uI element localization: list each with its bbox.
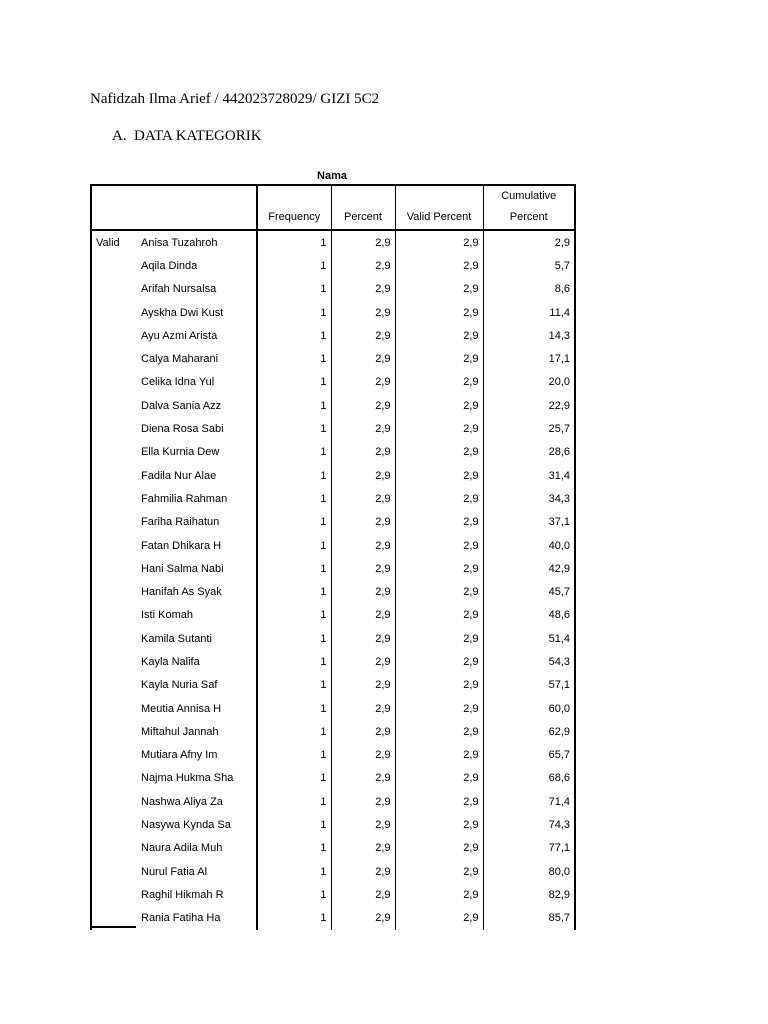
row-group-label xyxy=(91,720,137,743)
table-row xyxy=(91,697,575,720)
table-row xyxy=(91,487,575,510)
table-row xyxy=(91,650,575,673)
table-title: Nama xyxy=(317,170,347,182)
row-name: Naura Adila Muh xyxy=(141,842,223,855)
header-cumulative-percent xyxy=(483,185,575,230)
row-frequency: 1 xyxy=(257,720,331,743)
row-percent: 2,9 xyxy=(331,767,395,790)
row-valid-percent: 2,9 xyxy=(395,627,483,650)
row-group-label xyxy=(91,697,137,720)
row-cumulative-percent: 48,6 xyxy=(483,604,575,627)
row-group-label xyxy=(91,650,137,673)
row-frequency: 1 xyxy=(257,650,331,673)
table-row xyxy=(91,860,575,883)
table-row xyxy=(91,813,575,836)
row-valid-percent: 2,9 xyxy=(395,674,483,697)
row-name: Najma Hukma Sha xyxy=(141,772,234,785)
row-frequency: 1 xyxy=(257,883,331,906)
row-frequency: 1 xyxy=(257,254,331,277)
row-cumulative-percent: 5,7 xyxy=(483,254,575,277)
row-name: Mutiara Afny Im xyxy=(141,749,218,762)
row-percent: 2,9 xyxy=(331,907,395,930)
table-row xyxy=(91,534,575,557)
row-percent: 2,9 xyxy=(331,790,395,813)
row-cumulative-percent: 68,6 xyxy=(483,767,575,790)
header-blank-label xyxy=(91,185,137,230)
table-row xyxy=(91,627,575,650)
row-group-label xyxy=(91,254,137,277)
table-row xyxy=(91,254,575,277)
row-percent: 2,9 xyxy=(331,580,395,603)
header-blank-name xyxy=(137,185,257,230)
row-group-label xyxy=(91,604,137,627)
row-cumulative-percent: 20,0 xyxy=(483,371,575,394)
row-group-label xyxy=(91,557,137,580)
table-row xyxy=(91,464,575,487)
section-title: DATA KATEGORIK xyxy=(134,128,262,144)
row-name: Aqila Dinda xyxy=(141,259,198,272)
table-row xyxy=(91,324,575,347)
row-cumulative-percent: 8,6 xyxy=(483,278,575,301)
row-frequency: 1 xyxy=(257,557,331,580)
row-percent: 2,9 xyxy=(331,883,395,906)
row-frequency: 1 xyxy=(257,464,331,487)
row-cumulative-percent: 85,7 xyxy=(483,907,575,930)
row-name: Isti Komah xyxy=(141,609,193,622)
row-frequency: 1 xyxy=(257,511,331,534)
row-percent: 2,9 xyxy=(331,627,395,650)
table-row xyxy=(91,371,575,394)
table-row xyxy=(91,557,575,580)
row-percent: 2,9 xyxy=(331,813,395,836)
row-frequency: 1 xyxy=(257,278,331,301)
row-group-label xyxy=(91,767,137,790)
row-percent: 2,9 xyxy=(331,464,395,487)
row-name: Ayskha Dwi Kust xyxy=(141,306,224,319)
row-cumulative-percent: 57,1 xyxy=(483,674,575,697)
row-name: Fahmilia Rahman xyxy=(141,492,228,505)
table-row xyxy=(91,417,575,440)
row-name: Anisa Tuzahroh xyxy=(141,236,218,249)
row-valid-percent: 2,9 xyxy=(395,557,483,580)
row-frequency: 1 xyxy=(257,837,331,860)
row-group-label xyxy=(91,860,137,883)
row-valid-percent: 2,9 xyxy=(395,697,483,720)
row-group-label xyxy=(91,883,137,906)
row-percent: 2,9 xyxy=(331,487,395,510)
row-group-label xyxy=(91,324,137,347)
row-percent: 2,9 xyxy=(331,254,395,277)
row-valid-percent: 2,9 xyxy=(395,744,483,767)
table-header-row xyxy=(91,185,575,230)
row-cumulative-percent: 2,9 xyxy=(483,230,575,254)
row-valid-percent: 2,9 xyxy=(395,790,483,813)
row-group-label xyxy=(91,278,137,301)
row-percent: 2,9 xyxy=(331,230,395,254)
row-name: Rania Fatiha Ha xyxy=(141,912,221,925)
table-row xyxy=(91,580,575,603)
row-name: Raghil Hikmah R xyxy=(141,888,224,901)
row-cumulative-percent: 25,7 xyxy=(483,417,575,440)
row-percent: 2,9 xyxy=(331,301,395,324)
section-marker: A. xyxy=(112,128,127,144)
row-percent: 2,9 xyxy=(331,557,395,580)
row-cumulative-percent: 80,0 xyxy=(483,860,575,883)
table-row xyxy=(91,441,575,464)
row-cumulative-percent: 51,4 xyxy=(483,627,575,650)
row-group-label xyxy=(91,813,137,836)
row-group-label xyxy=(91,534,137,557)
row-frequency: 1 xyxy=(257,534,331,557)
row-name: Kayla Nuria Saf xyxy=(141,679,218,692)
table-row xyxy=(91,790,575,813)
row-percent: 2,9 xyxy=(331,441,395,464)
row-name: Ella Kurnia Dew xyxy=(141,446,220,459)
row-name: Celika Idna Yul xyxy=(141,376,215,389)
table-row xyxy=(91,511,575,534)
row-name: Nashwa Aliya Za xyxy=(141,795,223,808)
row-name: Nurul Fatia Al xyxy=(141,865,208,878)
row-cumulative-percent: 82,9 xyxy=(483,883,575,906)
row-valid-percent: 2,9 xyxy=(395,417,483,440)
table-row xyxy=(91,347,575,370)
row-frequency: 1 xyxy=(257,813,331,836)
row-cumulative-percent: 60,0 xyxy=(483,697,575,720)
row-cumulative-percent: 31,4 xyxy=(483,464,575,487)
row-valid-percent: 2,9 xyxy=(395,278,483,301)
row-valid-percent: 2,9 xyxy=(395,464,483,487)
row-valid-percent: 2,9 xyxy=(395,487,483,510)
row-valid-percent: 2,9 xyxy=(395,883,483,906)
row-group-label xyxy=(91,744,137,767)
document-header-line: Nafidzah Ilma Arief / 442023728029/ GIZI 5C2 xyxy=(90,91,380,107)
row-percent: 2,9 xyxy=(331,744,395,767)
row-frequency: 1 xyxy=(257,860,331,883)
row-valid-percent: 2,9 xyxy=(395,580,483,603)
row-name: Fariha Raihatun xyxy=(141,516,220,529)
row-percent: 2,9 xyxy=(331,278,395,301)
table-body xyxy=(91,230,575,930)
header-frequency: Frequency xyxy=(257,185,331,230)
row-frequency: 1 xyxy=(257,674,331,697)
row-valid-percent: 2,9 xyxy=(395,347,483,370)
row-valid-percent: 2,9 xyxy=(395,813,483,836)
row-valid-percent: 2,9 xyxy=(395,301,483,324)
row-cumulative-percent: 71,4 xyxy=(483,790,575,813)
header-valid-percent: Valid Percent xyxy=(395,185,483,230)
table-row xyxy=(91,604,575,627)
row-frequency: 1 xyxy=(257,697,331,720)
row-percent: 2,9 xyxy=(331,394,395,417)
table-left-bottom-border xyxy=(90,926,136,928)
row-name: Kamila Sutanti xyxy=(141,632,212,645)
header-percent: Percent xyxy=(331,185,395,230)
row-cumulative-percent: 65,7 xyxy=(483,744,575,767)
row-valid-percent: 2,9 xyxy=(395,650,483,673)
row-cumulative-percent: 34,3 xyxy=(483,487,575,510)
row-name: Kayla Nalifa xyxy=(141,655,200,668)
row-cumulative-percent: 22,9 xyxy=(483,394,575,417)
row-valid-percent: 2,9 xyxy=(395,534,483,557)
row-percent: 2,9 xyxy=(331,604,395,627)
row-frequency: 1 xyxy=(257,347,331,370)
row-group-label xyxy=(91,417,137,440)
row-percent: 2,9 xyxy=(331,511,395,534)
row-frequency: 1 xyxy=(257,324,331,347)
row-valid-percent: 2,9 xyxy=(395,254,483,277)
row-group-label xyxy=(91,674,137,697)
table-row xyxy=(91,301,575,324)
row-percent: 2,9 xyxy=(331,674,395,697)
row-name: Diena Rosa Sabi xyxy=(141,423,224,436)
row-frequency: 1 xyxy=(257,767,331,790)
row-frequency: 1 xyxy=(257,441,331,464)
table-row xyxy=(91,394,575,417)
row-group-label xyxy=(91,441,137,464)
row-valid-percent: 2,9 xyxy=(395,511,483,534)
row-valid-percent: 2,9 xyxy=(395,907,483,930)
row-percent: 2,9 xyxy=(331,720,395,743)
row-frequency: 1 xyxy=(257,744,331,767)
row-group-label xyxy=(91,394,137,417)
row-cumulative-percent: 62,9 xyxy=(483,720,575,743)
row-frequency: 1 xyxy=(257,230,331,254)
row-group-label xyxy=(91,511,137,534)
section-heading xyxy=(112,128,262,145)
row-valid-percent: 2,9 xyxy=(395,441,483,464)
row-valid-percent: 2,9 xyxy=(395,604,483,627)
row-percent: 2,9 xyxy=(331,650,395,673)
row-cumulative-percent: 74,3 xyxy=(483,813,575,836)
row-valid-percent: 2,9 xyxy=(395,860,483,883)
row-frequency: 1 xyxy=(257,604,331,627)
table-row xyxy=(91,907,575,930)
row-cumulative-percent: 54,3 xyxy=(483,650,575,673)
row-frequency: 1 xyxy=(257,580,331,603)
frequency-table xyxy=(90,184,576,930)
row-cumulative-percent: 17,1 xyxy=(483,347,575,370)
row-frequency: 1 xyxy=(257,487,331,510)
row-name: Miftahul Jannah xyxy=(141,725,219,738)
row-name: Meutia Annisa H xyxy=(141,702,222,715)
row-name: Ayu Azmi Arista xyxy=(141,329,218,342)
row-frequency: 1 xyxy=(257,790,331,813)
table-row xyxy=(91,674,575,697)
row-percent: 2,9 xyxy=(331,837,395,860)
header-cumulative-line1: Cumulative xyxy=(501,190,557,202)
row-cumulative-percent: 77,1 xyxy=(483,837,575,860)
row-valid-percent: 2,9 xyxy=(395,837,483,860)
row-cumulative-percent: 11,4 xyxy=(483,301,575,324)
row-name: Calya Maharani xyxy=(141,353,219,366)
row-name: Fatan Dhikara H xyxy=(141,539,222,552)
row-group-label xyxy=(91,347,137,370)
row-frequency: 1 xyxy=(257,394,331,417)
table-row xyxy=(91,767,575,790)
row-name: Hani Salma Nabi xyxy=(141,562,224,575)
row-group-label xyxy=(91,464,137,487)
row-valid-percent: 2,9 xyxy=(395,371,483,394)
table-row xyxy=(91,230,575,254)
row-cumulative-percent: 45,7 xyxy=(483,580,575,603)
row-name: Dalva Sania Azz xyxy=(141,399,222,412)
row-name: Arifah Nursalsa xyxy=(141,283,217,296)
row-frequency: 1 xyxy=(257,907,331,930)
row-percent: 2,9 xyxy=(331,324,395,347)
row-group-label xyxy=(91,371,137,394)
row-cumulative-percent: 28,6 xyxy=(483,441,575,464)
row-name: Fadila Nur Alae xyxy=(141,469,217,482)
row-percent: 2,9 xyxy=(331,534,395,557)
row-group-label xyxy=(91,790,137,813)
row-percent: 2,9 xyxy=(331,697,395,720)
row-valid-percent: 2,9 xyxy=(395,767,483,790)
row-frequency: 1 xyxy=(257,627,331,650)
row-frequency: 1 xyxy=(257,301,331,324)
row-valid-percent: 2,9 xyxy=(395,324,483,347)
row-cumulative-percent: 37,1 xyxy=(483,511,575,534)
table-row xyxy=(91,278,575,301)
row-group-label xyxy=(91,627,137,650)
row-percent: 2,9 xyxy=(331,371,395,394)
table-row xyxy=(91,720,575,743)
row-percent: 2,9 xyxy=(331,860,395,883)
row-group-label xyxy=(91,580,137,603)
row-cumulative-percent: 14,3 xyxy=(483,324,575,347)
table-row xyxy=(91,837,575,860)
table-row xyxy=(91,883,575,906)
row-percent: 2,9 xyxy=(331,417,395,440)
row-valid-percent: 2,9 xyxy=(395,230,483,254)
header-cumulative-line2: Percent xyxy=(509,211,548,223)
row-cumulative-percent: 40,0 xyxy=(483,534,575,557)
row-percent: 2,9 xyxy=(331,347,395,370)
row-group-label xyxy=(91,837,137,860)
row-valid-percent: 2,9 xyxy=(395,720,483,743)
row-group-label: Valid xyxy=(91,230,137,254)
row-group-label xyxy=(91,301,137,324)
row-name: Hanifah As Syak xyxy=(141,586,222,599)
row-name: Nasywa Kynda Sa xyxy=(141,819,231,832)
row-frequency: 1 xyxy=(257,371,331,394)
row-frequency: 1 xyxy=(257,417,331,440)
table-row xyxy=(91,744,575,767)
row-group-label xyxy=(91,487,137,510)
row-valid-percent: 2,9 xyxy=(395,394,483,417)
row-cumulative-percent: 42,9 xyxy=(483,557,575,580)
